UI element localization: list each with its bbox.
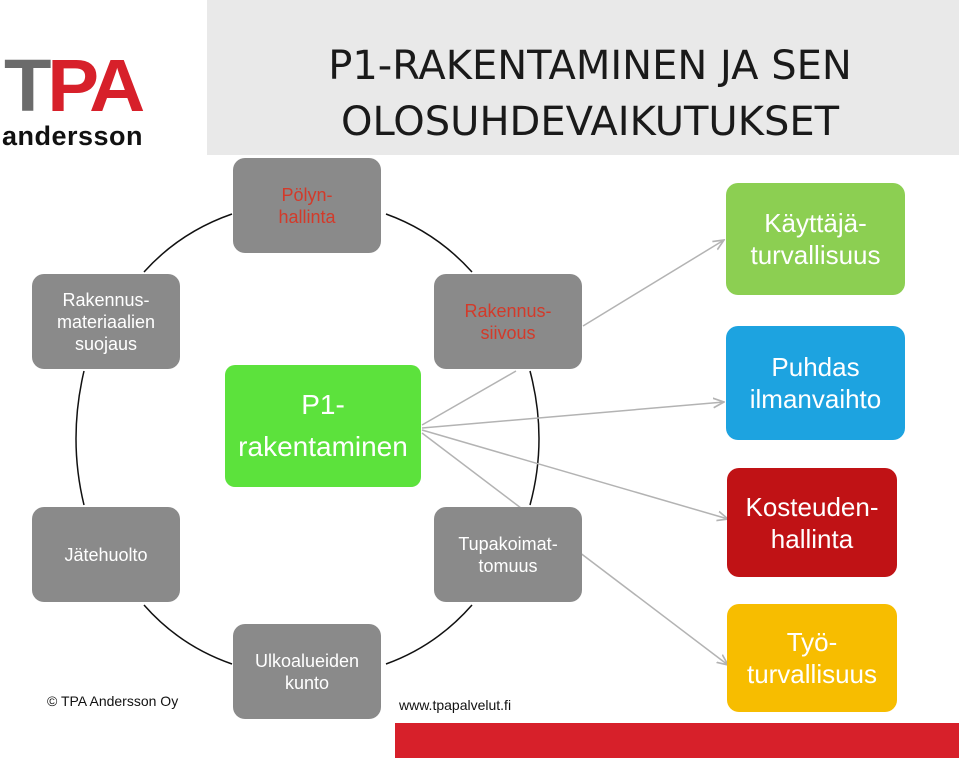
arrow-to-kayttajaturvallisuus <box>583 240 724 326</box>
ring-box-rakennussiivous: Rakennus- siivous <box>434 274 582 369</box>
arrow-to-kosteudenhallinta <box>422 430 728 519</box>
arrow-to-puhdas-ilmanvaihto <box>422 402 724 428</box>
page-title: P1-RAKENTAMINEN JA SEN OLOSUHDEVAIKUTUKSET <box>328 43 852 145</box>
logo-mark: TPA <box>4 44 142 127</box>
ring-box-ulkoalueiden-kunto: Ulkoalueiden kunto <box>233 624 381 719</box>
footer-copyright: © TPA Andersson Oy <box>47 693 179 709</box>
ring-arc-5 <box>144 605 232 664</box>
ring-box-tupakoimattomuus: Tupakoimat- tomuus <box>434 507 582 602</box>
ring-arc-4 <box>386 605 472 664</box>
ring-arc-2 <box>386 214 472 272</box>
center-box-p1-rakentaminen: P1- rakentaminen <box>225 365 421 487</box>
ring-arc-6 <box>76 371 84 505</box>
arrow-from-center-1 <box>422 371 516 425</box>
ring-box-polynhallinta: Pölyn- hallinta <box>233 158 381 253</box>
outcome-box-kosteudenhallinta: Kosteuden- hallinta <box>727 468 897 577</box>
ring-arc-3 <box>530 371 539 505</box>
outcome-box-kayttajaturvallisuus: Käyttäjä- turvallisuus <box>726 183 905 295</box>
logo-subtitle: andersson <box>2 121 144 151</box>
footer-accent-bar <box>395 723 959 758</box>
ring-box-jatehuolto: Jätehuolto <box>32 507 180 602</box>
ring-box-rakennusmateriaalien-suojaus: Rakennus- materiaalien suojaus <box>32 274 180 369</box>
footer-website: www.tpapalvelut.fi <box>399 697 512 713</box>
outcome-box-puhdas-ilmanvaihto: Puhdas ilmanvaihto <box>726 326 905 440</box>
outcome-box-tyoturvallisuus: Työ- turvallisuus <box>727 604 897 712</box>
ring-arc-1 <box>144 214 232 272</box>
